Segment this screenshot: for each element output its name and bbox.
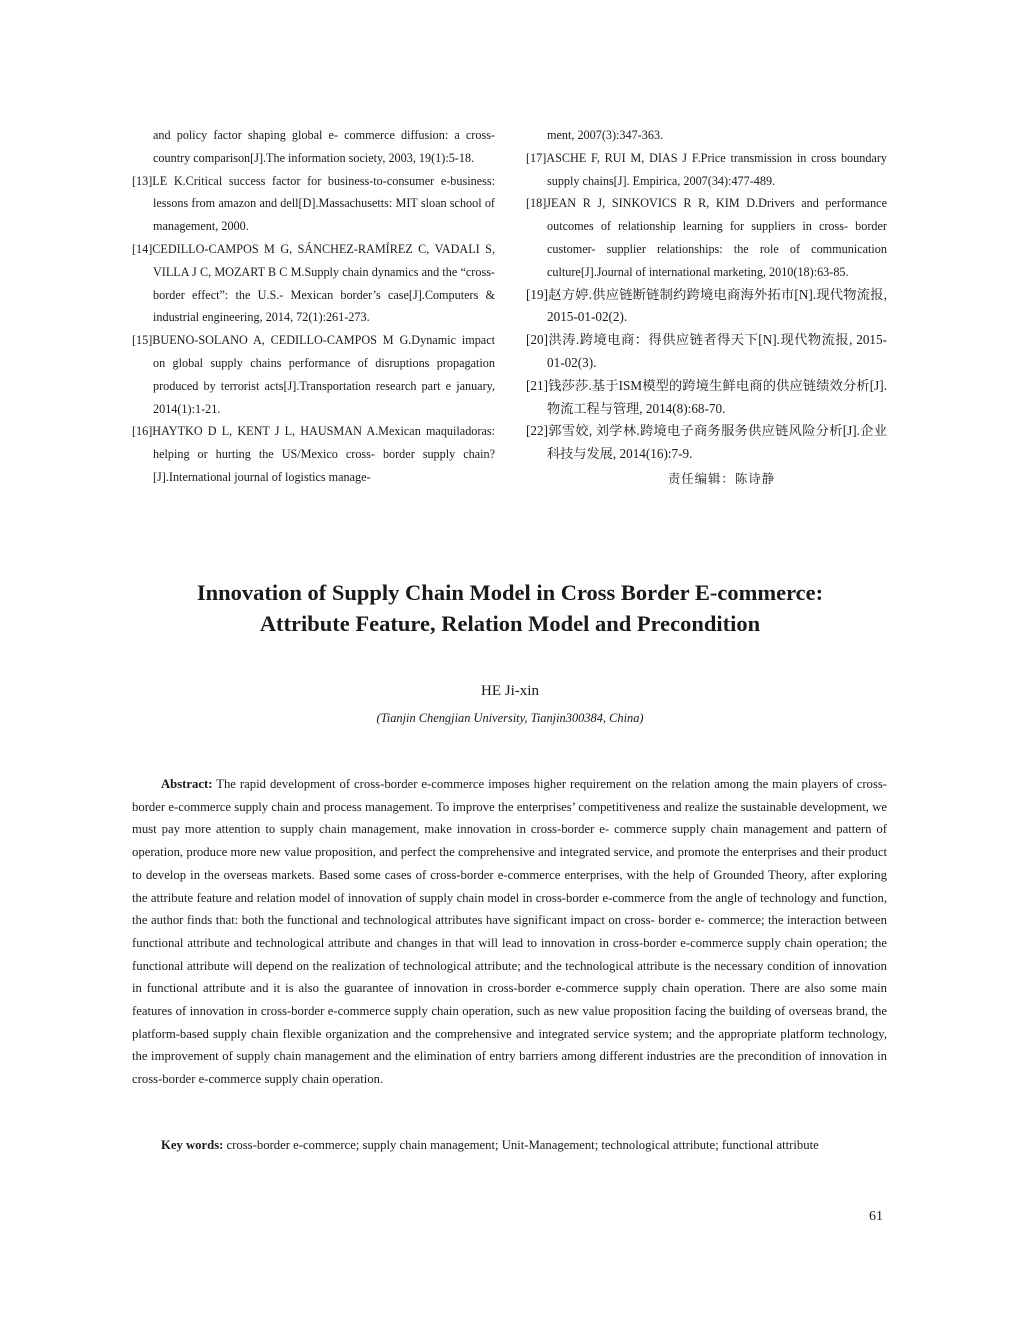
reference-18: [18]JEAN R J, SINKOVICS R R, KIM D.Drivers and performance outcomes of relationship learning for suppliers in cross- border customer- supplier relationships: the role of communication culture[J].Journal of international marketing, 2010(18):63-85. (526, 196, 887, 279)
reference-16-continuation: ment, 2007(3):347-363. (547, 128, 664, 142)
keywords (132, 1134, 887, 1157)
paper-title-line-1: Innovation of Supply Chain Model in Cross Border E-commerce: (196, 580, 824, 605)
reference-21: [21]钱莎莎.基于ISM模型的跨境生鲜电商的供应链绩效分析[J].物流工程与管理, 2014(8):68-70. (526, 377, 887, 416)
responsible-editor: 责任编辑：陈诗静 (667, 471, 775, 486)
reference-19: [19]赵方婷.供应链断链制约跨境电商海外拓市[N].现代物流报, 2015-01-02(2). (526, 286, 887, 325)
reference-14: [14]CEDILLO-CAMPOS M G, SÁNCHEZ-RAMÍREZ C, VADALI S, VILLA J C, MOZART B C M.Supply chain dynamics and the “cross- border effect”: the U.S.- Mexican border’s case[J].Computers & industrial engineering, 2014, 72(1):261-273. (132, 241, 495, 325)
reference-22: [22]郭雪姣, 刘学林.跨境电子商务服务供应链风险分析[J].企业科技与发展, 2014(16):7-9. (526, 423, 887, 462)
reference-15: [15]BUENO-SOLANO A, CEDILLO-CAMPOS M G.Dynamic impact on global supply chains performance of disruptions propagation produced by terrorist acts[J].Transportation research part e january, 2014(1):1-21. (132, 333, 495, 416)
page-number: 61 (869, 1209, 883, 1224)
keywords-label: Key words: (161, 1138, 224, 1152)
abstract-label: Abstract: (161, 777, 213, 791)
reference-20: [20]洪涛.跨境电商：得供应链者得天下[N].现代物流报, 2015-01-02(3). (526, 332, 887, 370)
author-affiliation: (Tianjin Chengjian University, Tianjin300384, China) (376, 711, 644, 725)
paper-title (60, 577, 960, 639)
author-name: HE Ji-xin (481, 683, 539, 699)
paper-title-line-2: Attribute Feature, Relation Model and Precondition (259, 611, 761, 636)
abstract (132, 773, 887, 1091)
references-right-column (526, 124, 887, 491)
reference-16: [16]HAYTKO D L, KENT J L, HAUSMAN A.Mexican maquiladoras: helping or hurting the US/Mexico cross- border supply chain?[J].International journal of logistics manage- (132, 424, 495, 484)
keywords-text: cross-border e-commerce; supply chain management; Unit-Management; technological attribute; functional attribute (223, 1138, 819, 1152)
abstract-text: The rapid development of cross-border e-commerce imposes higher requirement on the relation among the main players of cross-border e-commerce supply chain and process management. To improve the enterprises’ competitiveness and realize the sustainable development, we must pay more attention to supply chain management, make innovation in cross-border e- commerce supply chain management and pattern of operation, produce more new value proposition, and perfect the comprehensive and integrated service, and promote the enterprises and their product to develop in the overseas markets. Based some cases of cross-border e-commerce enterprises, with the help of Grounded Theory, after exploring the attribute feature and relation model of innovation of supply chain model in cross-border e-commerce from the angle of technology and function, the author finds that: both the functional and technological attributes have significant impact on cross- border e- commerce; the interaction between functional attribute and technological attribute and changes in that will lead to innovation in cross-border e-commerce supply chain operation; the functional attribute will depend on the realization of technological attribute; and the technological attribute is the necessary condition of innovation in functional attribute and it is also the guarantee of innovation in cross-border e-commerce supply chain operation. There are also some main features of innovation in cross-border e-commerce supply chain operation, such as new value proposition facing the building of overseas brand, the platform-based supply chain flexible organization and the comprehensive and integrated service system; and the appropriate platform technology, the improvement of supply chain management and the elimination of entry barriers among different industries are the precondition of innovation in cross-border e-commerce supply chain operation. (132, 777, 887, 1087)
reference-13: [13]LE K.Critical success factor for business-to-consumer e-business: lessons from amazon and dell[D].Massachusetts: MIT sloan school of management, 2000. (132, 173, 495, 234)
references-left-column (132, 124, 495, 489)
reference-12-continuation: and policy factor shaping global e- commerce diffusion: a cross-country comparison[J].The information society, 2003, 19(1):5-18. (153, 128, 495, 165)
reference-17: [17]ASCHE F, RUI M, DIAS J F.Price transmission in cross boundary supply chains[J]. Empirica, 2007(34):477-489. (526, 150, 887, 188)
